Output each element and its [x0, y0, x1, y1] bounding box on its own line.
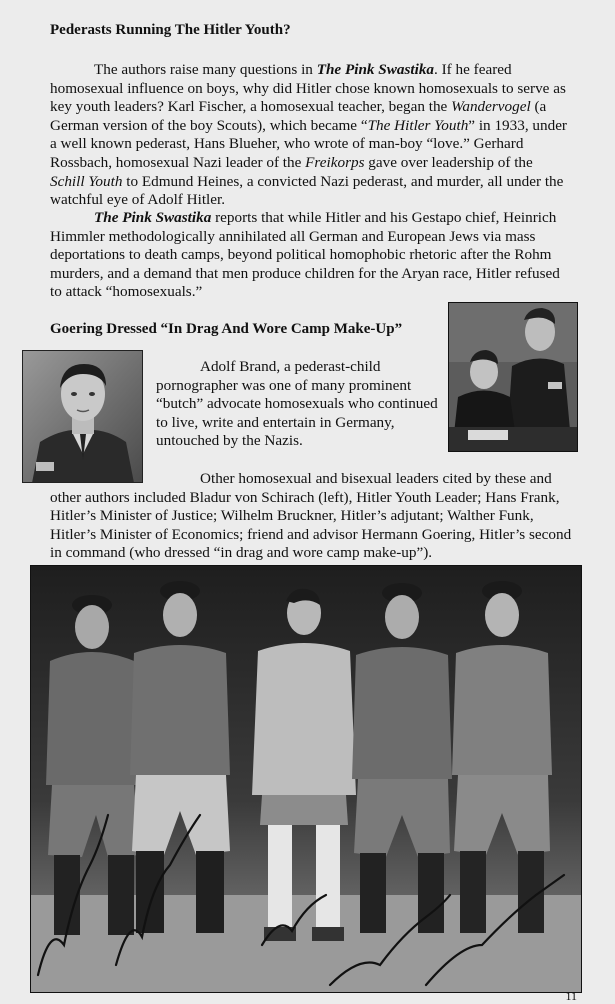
group-photo-illustration [30, 565, 582, 993]
page-number: 11 [565, 989, 577, 1003]
paragraph-4: Other homosexual and bisexual leaders cited by these and other authors included Bladur von Schirach (left), Hitler Youth Leader; Hans Frank, Hitler’s Minister of Justice; Wilhelm Bruckner, Hitler’s adjutant; Walther Funk, Hitler’s Minister of Economics; friend and advisor Hermann Goering, Hitler’s second in command (who dressed “in drag and wore camp make-up”). [50, 470, 572, 562]
photo-group-five-men [30, 565, 582, 993]
officers-illustration [448, 302, 578, 452]
paragraph-3: Adolf Brand, a pederast-child pornographer was one of many prominent “butch” advocate homosexuals who continued to live, write and entertain in Germany, untouched by the Nazis. [156, 358, 438, 450]
section-heading-1: Pederasts Running The Hitler Youth? [50, 22, 291, 38]
paragraph-2: The Pink Swastika reports that while Hitler and his Gestapo chief, Heinrich Himmler methodologically annihilated all German and European Jews via mass deportations to death camps, beyond political homophobic rhetoric after the Rohm murders, and a demand that men produce children for the Aryan race, Hitler refused to attack “homosexuals.” [50, 209, 560, 301]
photo-schirach-portrait [22, 350, 143, 483]
paragraph-1: The authors raise many questions in The Pink Swastika. If he feared homosexual influence on boys, why did Hitler chose known homosexuals to serve as key youth leaders? Karl Fischer, a homosexual teacher, began the Wandervogel (a German version of the boy Scouts), which became “The Hitler Youth” in 1933, under a well known pederast, Hans Blueher, who wrote of man-boy “love.” Gerhard Rossbach, homosexual Nazi leader of the Freikorps gave over leadership of the Schill Youth to Edmund Heines, a convicted Nazi pederast, and murder, all under the watchful eye of Adolf Hitler. [50, 61, 567, 209]
portrait-illustration [22, 350, 143, 483]
photo-two-officers [448, 302, 578, 452]
section-heading-2: Goering Dressed “In Drag And Wore Camp Make-Up” [50, 321, 403, 337]
